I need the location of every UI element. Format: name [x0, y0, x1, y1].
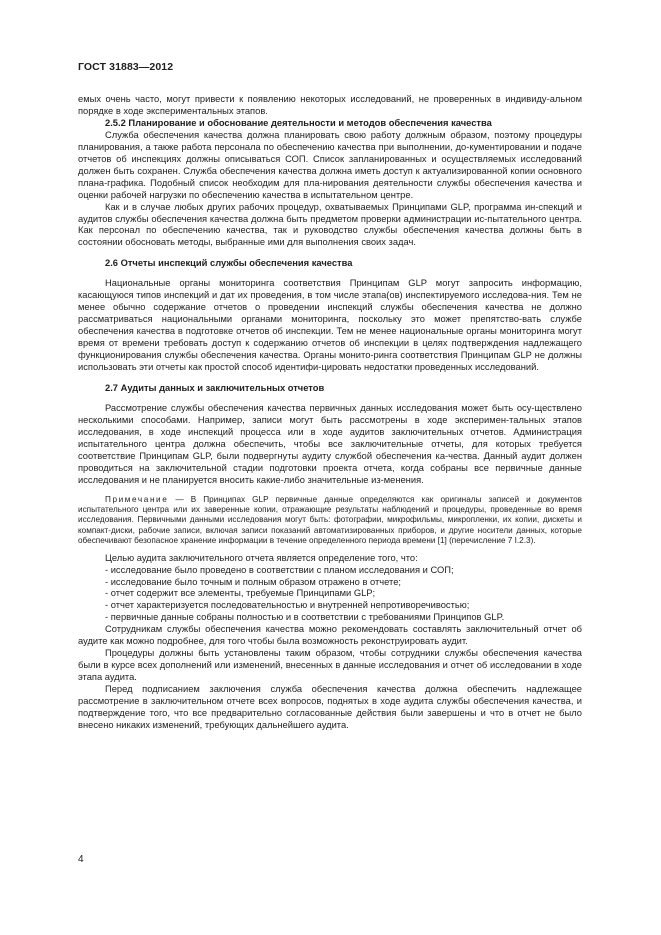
paragraph-continuation: емых очень часто, могут привести к появлению некоторых исследований, не проверенных в индивиду-альном порядке в ходе экспериментальных этапов. — [78, 94, 582, 116]
paragraph: Служба обеспечения качества должна планировать свою работу должным образом, поэтому процедуры планирования, а также работа персонала по обеспечению качества при выполнении, до-кументировании и подаче отчетов об инспекциях должны описываться СОП. Список запланированных и осуществляемых исследований должен быть сохранен. Служба обеспечения качества должна иметь доступ к актуализированной копии основного плана-графика. Подобный список необходим для пла-нирования деятельности службы обеспечения качества и оценки рабочей нагрузки по обеспечению качества в испытательном центре. — [78, 129, 582, 200]
paragraph: Как и в случае любых других рабочих процедур, охватываемых Принципами GLP, программа ин-спекций и аудитов службы обеспечения качества должна быть предметом проверки администрации ис-пытательного центра. Как персонал по обеспечению качества, так и руководство службы обеспечения качества должны быть в состоянии обосновать методы, выбранные ими для выполнения своих задач. — [78, 201, 582, 248]
list-item: - отчет характеризуется последовательностью и внутренней непротиворечивостью; — [105, 600, 470, 611]
list-item: - отчет содержит все элементы, требуемые Принципами GLP; — [105, 588, 376, 599]
paragraph: Рассмотрение службы обеспечения качества первичных данных исследования может быть осу-ществлено несколькими способами. Например, записи могут быть рассмотрены в ходе эксперимен-тальных этапов исследования, в ходе инспекций процесса или в ходе аудитов заключительных отчетов. Администрация испытательного центра должна обеспечить, чтобы все заключительные отчеты, для которых требуется соответствие Принципам GLP, были подвергнуты аудиту службой обеспечения ка-чества. Данный аудит должен проводиться на заключительной стадии подготовки проекта отчета, когда собраны все первичные данные исследования и не планируется вносить какие-либо значительные из-менения. — [78, 402, 582, 485]
standard-designation: ГОСТ 31883—2012 — [78, 61, 174, 73]
paragraph: Процедуры должны быть установлены таким образом, чтобы сотрудники службы обеспечения качества были в курсе всех дополнений или изменений, внесенных в данные исследования и отчет об исследовании в ходе этапа аудита. — [78, 648, 582, 683]
list-item: - исследование было точным и полным образом отражено в отчете; — [105, 576, 401, 587]
heading-2-6: 2.6 Отчеты инспекций службы обеспечения качества — [105, 258, 353, 269]
note — [78, 495, 582, 547]
list-item: - первичные данные собраны полностью и в соответствии с требованиями Принципов GLP. — [105, 612, 505, 623]
heading-2-7: 2.7 Аудиты данных и заключительных отчетов — [105, 382, 325, 393]
list-item: - исследование было проведено в соответствии с планом исследования и СОП; — [105, 564, 454, 575]
note-text: — В Принципах GLP первичные данные определяются как оригиналы записей и документов испытательного центра или их заверенные копии, отражающие результаты наблюдений и процедуры, проведенные во время исследования. Первичными данными исследования могут быть: фотографии, микрофильмы, микропленки, их копии, дискеты и компакт-диски, рабочие записи, включая записи показаний автоматизированных приборов, и другие носители данных, которые обеспечивают безопасное хранение информации в течение определенного периода времени [1] (перечисление 7 I.2.3). — [78, 494, 582, 546]
note-label: Примечание — [105, 494, 169, 504]
paragraph: Сотрудникам службы обеспечения качества можно рекомендовать составлять заключительный отчет об аудите как можно подробнее, для того чтобы была возможность реконструировать аудит. — [78, 624, 582, 647]
page-body — [78, 94, 582, 732]
paragraph: Национальные органы мониторинга соответствия Принципам GLP могут запросить информацию, касающуюся типов инспекций и дат их проведения, в том числе этапа(ов) инспектируемого исследова-ния. Тем не менее обычно содержание отчетов о проведении инспекций службы обеспечения качества не должно рассматриваться национальными органами мониторинга, поскольку это может препятство-вать службе обеспечения качества в подготовке отчетов об инспекции. Тем не менее национальные органы мониторинга могут время от времени требовать доступ к содержанию отчетов об инспекции в целях подтверждения надлежащего функционирования службы обеспечения качества. Органы монито-ринга соответствия Принципам GLP не должны использовать эти отчеты как простой способ идентифи-цировать недостатки проведенных исследований. — [78, 278, 582, 373]
paragraph: Целью аудита заключительного отчета является определение того, что: — [105, 552, 418, 563]
page-number: 4 — [78, 854, 84, 865]
heading-2-5-2: 2.5.2 Планирование и обоснование деятельности и методов обеспечения качества — [105, 117, 492, 128]
paragraph: Перед подписанием заключения служба обеспечения качества должна обеспечить надлежащее рассмотрение в заключительном отчете всех вопросов, поднятых в ходе аудита службы обеспечения качества, и подтверждение того, что все предварительно согласованные действия были завершены и что в отчет не было внесено никаких изменений, требующих дальнейшего аудита. — [78, 684, 582, 730]
